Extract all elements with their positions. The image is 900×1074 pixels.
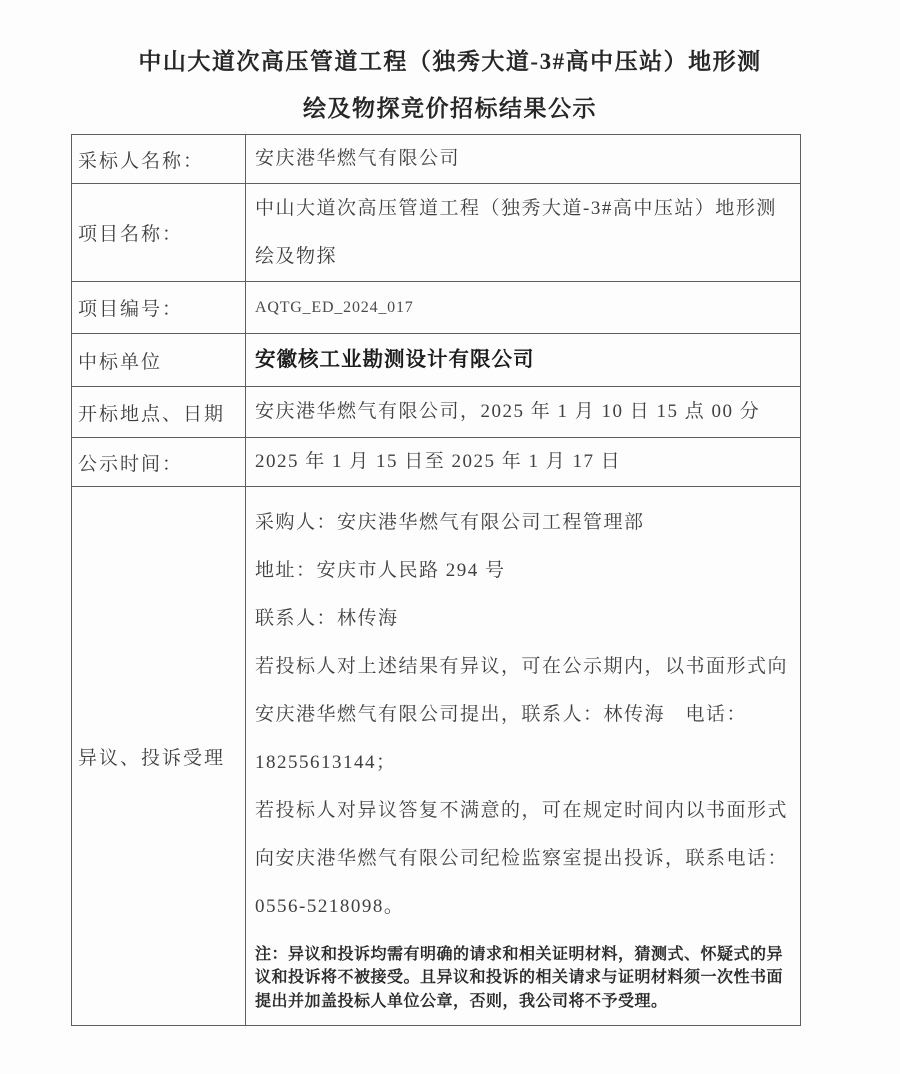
- project-number-label: 项目编号：: [72, 282, 246, 333]
- project-name-label: 项目名称：: [72, 184, 246, 281]
- objection-address: 地址：安庆市人民路 294 号: [255, 559, 506, 581]
- table-row-publicity-period: [72, 437, 800, 486]
- objection-purchaser: 采购人：安庆港华燃气有限公司工程管理部: [255, 511, 645, 533]
- tenderee-name-label: 采标人名称：: [72, 135, 246, 183]
- opening-place-date-value: 安庆港华燃气有限公司，2025 年 1 月 10 日 15 点 00 分: [255, 401, 761, 422]
- project-number-value: AQTG_ED_2024_017: [255, 298, 414, 316]
- title-line-1: 中山大道次高压管道工程（独秀大道-3#高中压站）地形测: [138, 49, 762, 74]
- publicity-period-value: 2025 年 1 月 15 日至 2025 年 1 月 17 日: [255, 451, 622, 472]
- publicity-period-label: 公示时间：: [72, 438, 246, 486]
- bid-result-table: [71, 134, 801, 1026]
- table-row-winning-bidder: [72, 333, 800, 386]
- objection-contact: 联系人：林传海: [255, 607, 399, 629]
- table-row-opening-place-date: [72, 386, 800, 437]
- title-line-2: 绘及物探竞价招标结果公示: [303, 96, 597, 121]
- objection-procedure: 若投标人对上述结果有异议，可在公示期内，以书面形式向安庆港华燃气有限公司提出，联系人：林传海 电话：18255613144；: [255, 655, 789, 773]
- project-name-value: 中山大道次高压管道工程（独秀大道-3#高中压站）地形测绘及物探: [255, 197, 777, 267]
- winning-bidder-label: 中标单位: [72, 334, 246, 386]
- table-row-project-name: [72, 183, 800, 281]
- opening-place-date-label: 开标地点、日期: [72, 387, 246, 437]
- winning-bidder-value: 安徽核工业勘测设计有限公司: [255, 349, 535, 371]
- tenderee-name-value: 安庆港华燃气有限公司: [255, 148, 461, 169]
- table-row-objection-complaint: [72, 486, 800, 1025]
- objection-note: 注：异议和投诉均需有明确的请求和相关证明材料，猜测式、怀疑式的异议和投诉将不被接受。且异议和投诉的相关请求与证明材料须一次性书面提出并加盖投标人单位公章，否则，我公司将不予受理。: [255, 945, 784, 1010]
- complaint-procedure: 若投标人对异议答复不满意的，可在规定时间内以书面形式向安庆港华燃气有限公司纪检监察室提出投诉，联系电话：0556-5218098。: [255, 799, 789, 917]
- table-row-tenderee-name: [72, 135, 800, 183]
- document-title: [0, 0, 900, 132]
- objection-complaint-label: 异议、投诉受理: [72, 487, 246, 1025]
- table-row-project-number: [72, 281, 800, 333]
- objection-complaint-value: [246, 499, 800, 1014]
